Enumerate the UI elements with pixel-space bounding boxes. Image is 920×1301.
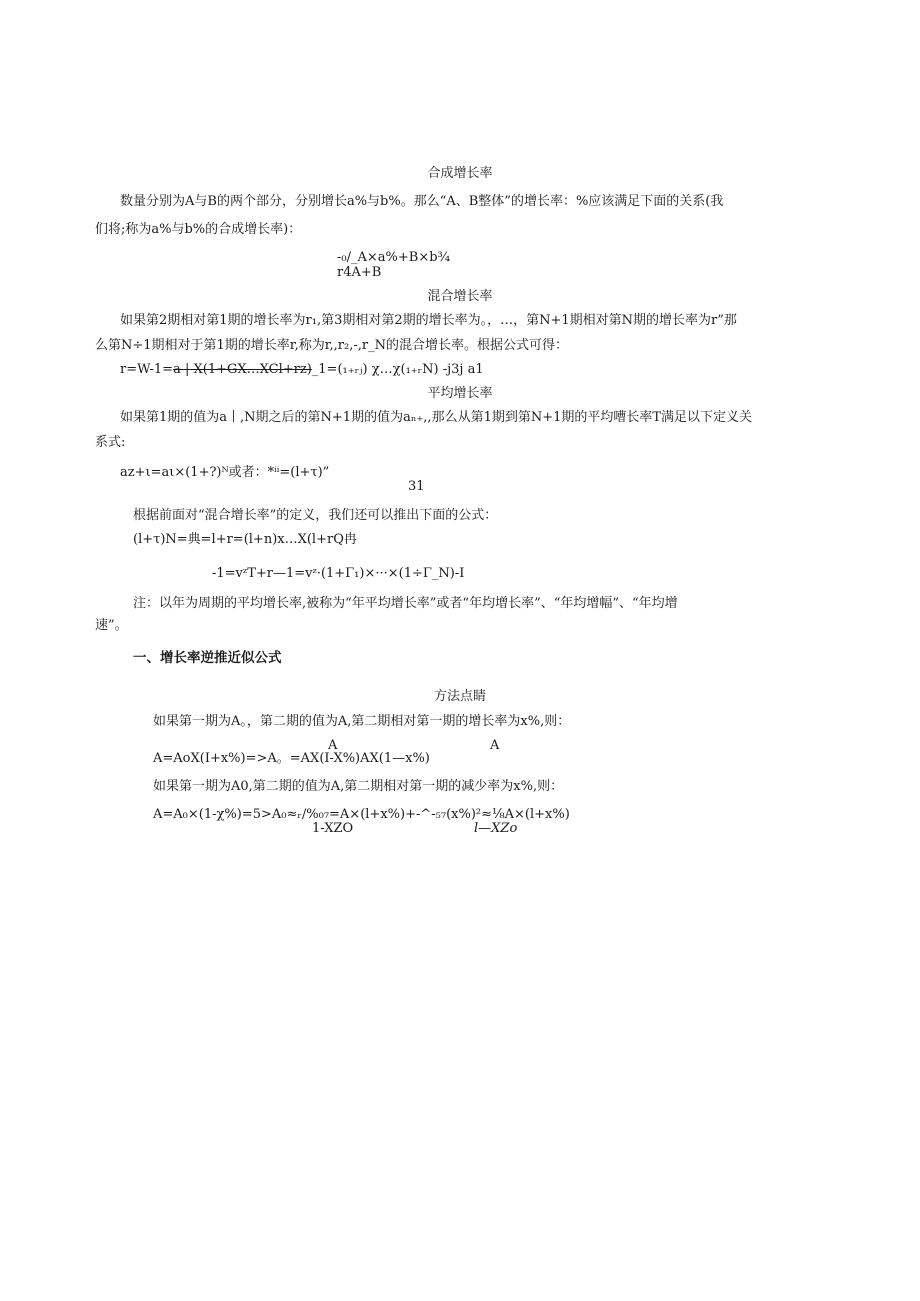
- paragraph-line: 数量分别为A与B的两个部分，分别增长a%与b%。那么“A、B整体”的增长率：%应该满足下面的关系(我: [120, 194, 724, 209]
- formula-denominator: r4A+B: [337, 265, 382, 280]
- fraction-denominator: 1-XZO: [312, 821, 354, 836]
- formula-average-growth: az+ι=aι×(1+?)ᴺ或者：*ⁱⁱ=(l+τ)”: [120, 465, 330, 480]
- fraction-numerator: A: [490, 738, 500, 753]
- paragraph-line: 如果第一期为A0,第二期的值为A,第二期相对第一期的减少率为x%,则：: [153, 779, 564, 794]
- paragraph-line: 如果第1期的值为a丨,N期之后的第N+1期的值为aₙ₊,,那么从第1期到第N+1期的平均嘈长率T满足以下定义关: [120, 410, 753, 425]
- formula-line: (l+τ)N=典=l+r=(l+n)x…X(l+rQ冉: [133, 532, 357, 547]
- section-title-composite-growth: 合成增长率: [427, 166, 493, 181]
- formula-line: -1=vᶻT+r—1=vᶻ·(1+Γ₁)×···×(1÷Γ_N)-I: [212, 566, 465, 581]
- fraction-numerator: A: [328, 738, 338, 753]
- section-title-mixed-growth: 混合增长率: [427, 289, 493, 304]
- paragraph-line: 们将;称为a%与b%的合成增长率)：: [95, 222, 302, 237]
- formula-numerator: -₀/_A×a%+B×b¾: [337, 250, 451, 265]
- formula-line: A=A₀×(1-χ%)=5>A₀≈ᵣ/%₀₇=A×(l+x%)+-^-₅₇(x%)²≈⅛A×(l+x%): [153, 807, 570, 822]
- paragraph-line: 系式:: [95, 435, 126, 450]
- section-title-average-growth: 平均增长率: [427, 386, 493, 401]
- fraction-denominator: l—XZo: [474, 821, 518, 836]
- heading-reverse-growth-formula: 一、增长率逆推近似公式: [133, 650, 282, 666]
- note-line: 速”。: [95, 618, 128, 633]
- formula-part: _1=(₁₊ᵣⱼ) χ…χ(₁₊ᵣN) -j3j a1: [311, 362, 484, 377]
- formula-struck-part: a | X(1+GX…XCl+rz): [173, 362, 312, 377]
- note-line: 注：以年为周期的平均增长率,被称为“年平均增长率”或者“年均增长率”、“年均增幅”、“年均增: [133, 596, 678, 611]
- section-title-method-tips: 方法点睛: [433, 689, 486, 704]
- formula-part: r=W-1=: [120, 362, 174, 377]
- page-number: 31: [408, 479, 425, 494]
- paragraph-line: 如果第一期为A。，第二期的值为A,第二期相对第一期的增长率为x%,则：: [153, 714, 571, 729]
- formula-line: A=AoX(I+x%)=>A。=AX(I-X%)AX(1—x%): [153, 751, 430, 766]
- formula-mixed-growth: [120, 362, 484, 378]
- paragraph-line: 如果第2期相对第1期的增长率为r₁,第3期相对第2期的增长率为。，…，第N+1期相对第N期的增长率为r”那: [120, 313, 737, 328]
- paragraph-line: 根据前面对“混合增长率”的定义，我们还可以推出下面的公式：: [133, 508, 498, 523]
- paragraph-line: 么第N÷1期相对于第1期的增长率r,称为r,,r₂,-,r_N的混合增长率。根据公式可得：: [95, 338, 568, 353]
